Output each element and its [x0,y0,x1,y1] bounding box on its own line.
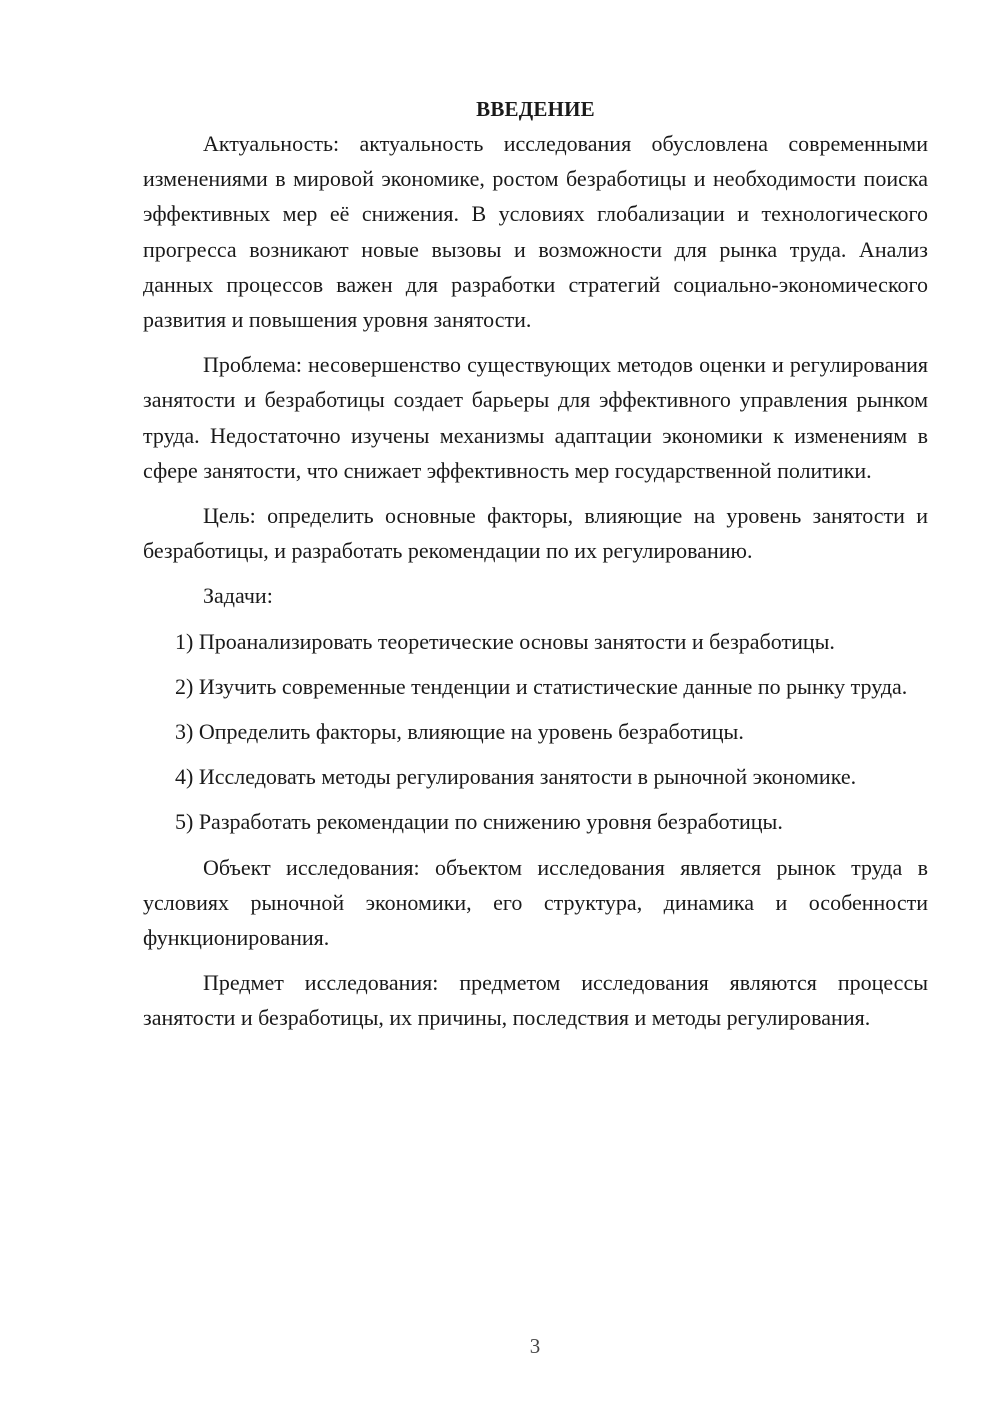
task-item: 3) Определить факторы, влияющие на уровень безработицы. [175,719,744,745]
task-item: 5) Разработать рекомендации по снижению уровня безработицы. [175,809,783,835]
task-item: 2) Изучить современные тенденции и статистические данные по рынку труда. [175,673,908,699]
task-item: 4) Исследовать методы регулирования занятости в рыночной экономике. [175,764,857,790]
problem-paragraph: Проблема: несовершенство существующих методов оценки и регулирования занятости и безработицы создает барьеры для эффективного управления рынком труда. Недостаточно изучены механизмы адаптации экономики к изменениям в сфере занятости, что снижает эффективность мер государственной политики. [143,352,928,483]
tasks-heading: Задачи: [203,583,273,609]
section-title: ВВЕДЕНИЕ [476,97,595,121]
relevance-paragraph: Актуальность: актуальность исследования обусловлена современными изменениями в мировой экономике, ростом безработицы и необходимости поиска эффективных мер её снижения. В условиях глобализации и технологического прогресса возникают новые вызовы и возможности для рынка труда. Анализ данных процессов важен для разработки стратегий социально-экономического развития и повышения уровня занятости. [143,131,928,333]
document-page [143,92,928,1046]
goal-paragraph: Цель: определить основные факторы, влияющие на уровень занятости и безработицы, и разработать рекомендации по их регулированию. [143,503,928,564]
task-item: 1) Проанализировать теоретические основы занятости и безработицы. [175,628,835,654]
object-paragraph: Объект исследования: объектом исследования является рынок труда в условиях рыночной экономики, его структура, динамика и особенности функционирования. [143,854,928,951]
page-number: 3 [529,1334,541,1358]
subject-paragraph: Предмет исследования: предметом исследования являются процессы занятости и безработицы, их причины, последствия и методы регулирования. [143,970,928,1031]
